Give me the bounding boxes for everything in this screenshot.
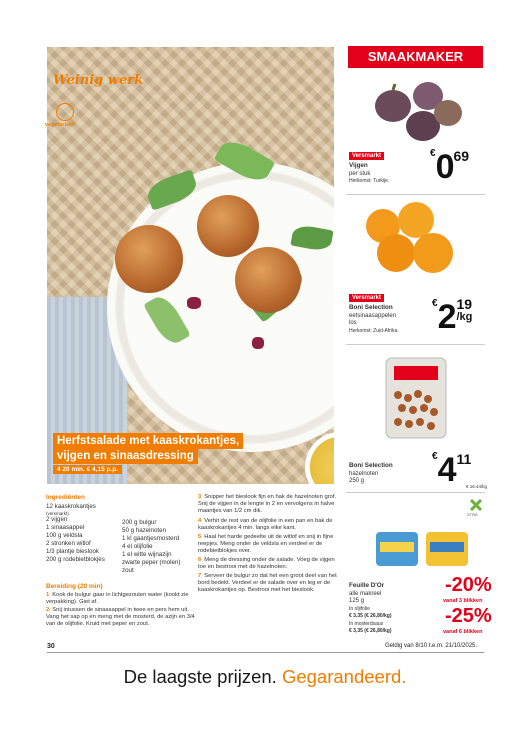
ingredient: zout xyxy=(122,567,134,574)
ingredients-heading: Ingrediënten xyxy=(46,494,86,501)
slogan xyxy=(0,666,530,688)
ingredient: 1 el witte wijnazijn xyxy=(122,551,172,558)
price-hazelnuts: €411 xyxy=(432,451,472,489)
recipe-meta: 4 20 min. € 4,15 p.p. xyxy=(53,465,122,474)
unit-price: € 16,44/kg xyxy=(466,484,488,489)
figs-image xyxy=(348,68,485,148)
ingredient: 4 el olijfolie xyxy=(122,543,153,550)
page-number: 30 xyxy=(47,643,55,650)
hazelnuts-image xyxy=(348,350,485,450)
slogan-orange: Gegarandeerd. xyxy=(281,666,407,687)
ingredient: 200 g bulgur xyxy=(122,519,157,526)
ingredient: 50 g hazelnoten xyxy=(122,527,167,534)
ingredients-list-1 xyxy=(46,503,126,564)
versmarkt-tag: Versmarkt xyxy=(349,294,384,302)
product-info-oranges: Boni Selection eetsinaasappelen los Herkomst: Zuid-Afrika. xyxy=(349,304,399,334)
recipe-title-line1: Herfstsalade met kaaskrokantjes, xyxy=(53,433,243,449)
xtra-label: XTRA xyxy=(467,512,478,517)
ingredient: 1 kl gaantjesmosterd xyxy=(122,535,180,542)
versmarkt-tag: Versmarkt xyxy=(349,152,384,160)
smaakmaker-header: SMAAKMAKER xyxy=(348,46,483,68)
recipe-photo xyxy=(47,47,334,484)
discount-20-sub: vanaf 3 blikken xyxy=(443,598,483,604)
product-info-figs: Vijgen per stuk Herkomst: Turkije. xyxy=(349,162,390,184)
validity-text: Geldig van 8/10 t.e.m. 21/10/2025. xyxy=(385,643,478,649)
step-2: 2 Snij intussen de sinaasappel in twee en pers hem uit. Vang het sap op en meng met de mosterd, de azijn en 3/4 van de olijfolie. Kruid met peper en zout. xyxy=(46,607,195,628)
recipe-title-line2: vijgen en sinaasdressing xyxy=(53,448,198,464)
ingredient: 2 vijgen xyxy=(46,516,68,523)
ingredient: 12 kaaskrokantjes xyxy=(46,503,96,510)
price-oranges: €2 19 /kg xyxy=(432,296,473,336)
step-4: 4 Verhit de rest van de olijfolie in een pan en bak de kaaskrokantjes 4 min. langs elke kant. xyxy=(198,518,333,532)
ingredient: 2 stronken witlof xyxy=(46,540,91,547)
step-7: 7 Serveer de bulgur zo dat het een groot deel van het bord bedekt. Verdeel er de salade over en leg er de kaaskrokantjes op. Bestrooi met het bieslook. xyxy=(198,573,337,594)
xtra-logo-icon xyxy=(470,498,482,510)
step-1: 1 Kook de bulgur gaar in lichtgezouten water (kookt zie verpakking). Giet af. xyxy=(46,592,189,606)
ingredient: 200 g rodebietblokjes xyxy=(46,556,105,563)
step-5: 5 Haal het harde gedeelte uit de witlof en snij in fijne reepjes. Meng onder de veldsla en verdeel er de rodebietblokjes over. xyxy=(198,534,334,555)
ingredient: 1/3 plantje bieslook xyxy=(46,548,99,555)
step-6: 6 Meng de dressing onder de salade. Voeg de vijgen toe en bestrooi met de hazelnoten. xyxy=(198,557,335,571)
product-info-hazelnuts: Boni Selection hazelnoten 250 g xyxy=(349,462,393,484)
vegetarian-icon xyxy=(56,103,74,121)
veg-label: vegetarisch xyxy=(45,122,76,128)
badge-weinig-werk: Weinig werk xyxy=(53,73,144,88)
ingredient: zwarte peper (molen) xyxy=(122,559,181,566)
ingredient: 100 g veldsla xyxy=(46,532,83,539)
discount-25-sub: vanaf 6 blikken xyxy=(443,629,483,635)
ingredients-list-2 xyxy=(122,519,197,575)
discount-20: -20% xyxy=(445,574,492,596)
price-figs: €069 xyxy=(430,148,470,186)
mackerel-image xyxy=(348,522,485,572)
discount-25: -25% xyxy=(445,605,492,627)
product-info-mackerel: Feuille D'Or alle makreel 125 g In olijfolie € 3,35 (€ 26,80/kg) In mosterdsaus € 3,35 (€ 26,80/kg) xyxy=(349,582,392,634)
ingredient: 1 sinaasappel xyxy=(46,524,85,531)
step-3: 3 Snipper het bieslook fijn en hak de hazelnoten grof. Snij de vijgen in de lengte in 2 en vervolgens in halve maantjes van 1/2 cm dik. xyxy=(198,494,337,515)
ingredient-note: (versmarkt) xyxy=(46,511,69,516)
oranges-image xyxy=(348,198,485,288)
slogan-black: De laagste prijzen. xyxy=(123,666,277,687)
divider xyxy=(47,652,484,653)
bereiding-heading: Bereiding (20 min) xyxy=(46,583,103,590)
